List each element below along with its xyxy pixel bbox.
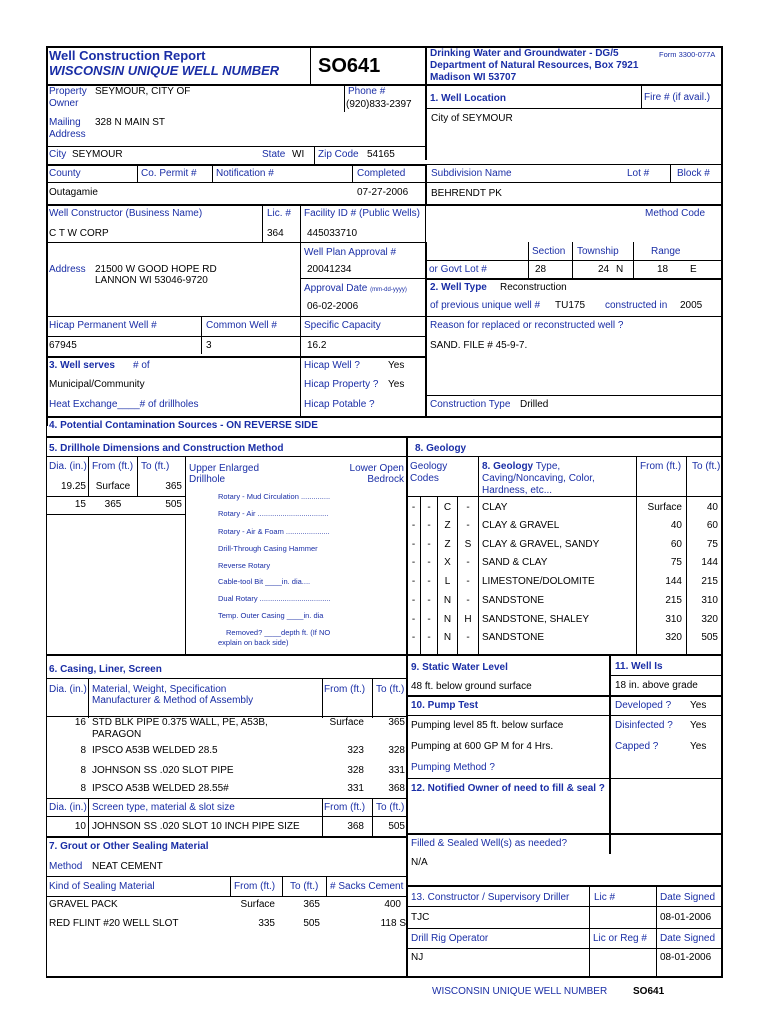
- disinfected-value: Yes: [690, 720, 707, 731]
- geology-description: CLAY & GRAVEL, SANDY: [482, 539, 600, 550]
- owner-label: Owner: [49, 98, 79, 109]
- well-number: SO641: [318, 55, 381, 77]
- casing-from: 328: [347, 765, 364, 776]
- method-removed: Removed? ____depth ft. (If NO: [226, 628, 331, 637]
- hicap-property-label: Hicap Property ?: [304, 379, 379, 390]
- hicap-permanent-label: Hicap Permanent Well #: [49, 320, 157, 331]
- geology-code-2: -: [427, 502, 431, 513]
- method-cable-tool: Cable-tool Bit ____in. dia....: [218, 577, 311, 586]
- geology-from: 40: [670, 520, 682, 531]
- geology-from: 215: [665, 595, 682, 606]
- static-water-heading: 9. Static Water Level: [411, 662, 508, 673]
- property-label: Property: [49, 86, 87, 97]
- driller-date-label: Date Signed: [660, 892, 716, 903]
- hicap-well-value: Yes: [388, 360, 405, 371]
- developed-label: Developed ?: [615, 700, 672, 711]
- geology-to: 60: [706, 520, 718, 531]
- casing-dia-label: Dia. (in.): [49, 684, 87, 695]
- casing-material: IPSCO A53B WELDED 28.5: [92, 745, 218, 756]
- geology-code-2: -: [427, 614, 431, 625]
- geology-to: 75: [706, 539, 718, 550]
- sealing-sacks: 400: [384, 899, 401, 910]
- casing-dia: 8: [80, 783, 86, 794]
- constructor-name-label: Well Constructor (Business Name): [49, 208, 203, 219]
- sealing-to: 365: [303, 899, 320, 910]
- reason-value: SAND. FILE # 45-9-7.: [430, 340, 528, 351]
- screen-dia-label: Dia. (in.): [49, 802, 87, 813]
- common-well-label: Common Well #: [206, 320, 277, 331]
- geology-code-3: L: [444, 576, 451, 587]
- geology-from: 75: [670, 557, 682, 568]
- drillhole-row-to: 505: [165, 499, 182, 510]
- screen-from: 368: [347, 821, 364, 832]
- sealing-from-label: From (ft.): [234, 881, 276, 892]
- agency-line-2: Department of Natural Resources, Box 7921: [430, 60, 639, 71]
- license-label: Lic. #: [267, 208, 291, 219]
- casing-to: 328: [388, 745, 405, 756]
- rig-operator-label: Drill Rig Operator: [411, 933, 489, 944]
- geology-code-3: N: [443, 632, 452, 643]
- geology-code-2: -: [427, 595, 431, 606]
- zip-value: 54165: [367, 149, 395, 160]
- geology-code-4: S: [464, 539, 472, 550]
- grout-method-value: NEAT CEMENT: [92, 861, 163, 872]
- well-serves-count-label: # of: [133, 360, 150, 371]
- drillhole-dia-label: Dia. (in.): [49, 461, 87, 472]
- geology-from-label: From (ft.): [640, 461, 682, 472]
- geology-to: 144: [701, 557, 718, 568]
- phone-value: (920)833-2397: [346, 99, 412, 110]
- geology-description: SANDSTONE: [482, 595, 545, 606]
- grout-heading: 7. Grout or Other Sealing Material: [49, 841, 209, 852]
- subdivision-label: Subdivision Name: [431, 168, 512, 179]
- geology-type-label: 8. Geology Type,: [482, 461, 561, 472]
- constructor-name-value: C T W CORP: [49, 228, 109, 239]
- disinfected-label: Disinfected ?: [615, 720, 673, 731]
- constructor-address-line2: LANNON WI 53046-9720: [95, 275, 208, 286]
- method-rotary-air: Rotary - Air ..................................: [218, 509, 329, 518]
- fire-label: Fire # (if avail.): [644, 92, 711, 103]
- lot-label: Lot #: [627, 168, 650, 179]
- casing-dia: 8: [80, 745, 86, 756]
- facility-label: Facility ID # (Public Wells): [304, 208, 420, 219]
- capacity-label: Specific Capacity: [304, 320, 381, 331]
- grout-method-label: Method: [49, 861, 83, 872]
- geology-description: SAND & CLAY: [482, 557, 548, 568]
- method-rotary-mud: Rotary - Mud Circulation ..............: [218, 492, 331, 501]
- geology-code-3: N: [443, 614, 452, 625]
- driller-date: 08-01-2006: [660, 912, 712, 923]
- geology-from: 144: [665, 576, 682, 587]
- operator-license-label: Lic or Reg #: [593, 933, 647, 944]
- previous-well-value: TU175: [555, 300, 586, 311]
- completed-value: 07-27-2006: [357, 187, 409, 198]
- casing-heading: 6. Casing, Liner, Screen: [49, 664, 162, 675]
- completed-label: Completed: [357, 168, 406, 179]
- well-type-heading: 2. Well Type: [430, 282, 487, 293]
- form-title: Well Construction Report: [49, 48, 206, 63]
- address-label: Address: [49, 129, 86, 140]
- geology-heading: 8. Geology: [415, 443, 467, 454]
- method-rotary-air-foam: Rotary - Air & Foam .....................: [218, 527, 330, 536]
- notification-label: Notification #: [216, 168, 274, 179]
- geology-code-4: -: [466, 520, 470, 531]
- geology-description: CLAY & GRAVEL: [482, 520, 560, 531]
- geology-code-2: -: [427, 520, 431, 531]
- static-water-value: 48 ft. below ground surface: [411, 681, 532, 692]
- casing-from: 331: [347, 783, 364, 794]
- casing-to: 368: [388, 783, 405, 794]
- filled-sealed-label: Filled & Sealed Well(s) as needed?: [411, 838, 568, 849]
- pumping-method-label: Pumping Method ?: [411, 762, 495, 773]
- drillhole-row-dia: 15: [74, 499, 86, 510]
- geology-code-1: -: [411, 539, 416, 550]
- footer-well-number: SO641: [633, 986, 665, 997]
- sealing-kind-label: Kind of Sealing Material: [49, 881, 155, 892]
- geology-to: 40: [706, 502, 718, 513]
- phone-label: Phone #: [348, 86, 386, 97]
- town-value: City of SEYMOUR: [431, 113, 513, 124]
- range-direction: E: [690, 264, 697, 275]
- geology-to: 310: [701, 595, 718, 606]
- geology-type-label-3: Hardness, etc...: [482, 485, 553, 496]
- construction-type-value: Drilled: [520, 399, 549, 410]
- range-label: Range: [651, 246, 681, 257]
- hicap-potable-label: Hicap Potable ?: [304, 399, 375, 410]
- casing-material-label: Material, Weight, Specification: [92, 684, 227, 695]
- filled-sealed-value: N/A: [411, 857, 428, 868]
- driller-heading: 13. Constructor / Supervisory Driller: [411, 892, 570, 903]
- well-location-heading: 1. Well Location: [430, 93, 506, 104]
- sealing-to: 505: [303, 918, 320, 929]
- permit-label: Co. Permit #: [141, 168, 197, 179]
- city-label: City: [49, 149, 67, 160]
- geology-code-1: -: [411, 595, 416, 606]
- casing-from-label: From (ft.): [324, 684, 366, 695]
- bedrock-label: Bedrock: [367, 474, 404, 485]
- geology-code-1: -: [411, 632, 416, 643]
- sealing-kind: RED FLINT #20 WELL SLOT: [49, 918, 179, 929]
- license-value: 364: [267, 228, 284, 239]
- developed-value: Yes: [690, 700, 707, 711]
- geology-description: CLAY: [482, 502, 508, 513]
- pumping-rate: Pumping at 600 GP M for 4 Hrs.: [411, 741, 554, 752]
- approval-date-value: 06-02-2006: [307, 301, 359, 312]
- geology-code-3: Z: [444, 539, 451, 550]
- drillhole-row-to: 365: [165, 481, 182, 492]
- geology-codes-label: Geology: [410, 461, 448, 472]
- township-label: Township: [577, 246, 619, 257]
- geology-code-4: -: [466, 576, 470, 587]
- drillhole-row-dia: 19.25: [60, 481, 86, 492]
- drillhole-row-from: 365: [104, 499, 122, 510]
- sealing-from: Surface: [240, 899, 275, 910]
- capacity-value: 16.2: [307, 340, 327, 351]
- geology-to: 320: [701, 614, 718, 625]
- method-casing-hammer: Drill-Through Casing Hammer: [218, 544, 318, 553]
- geology-description: SANDSTONE, SHALEY: [482, 614, 590, 625]
- screen-from-label: From (ft.): [324, 802, 366, 813]
- geology-code-3: C: [443, 502, 452, 513]
- method-temp-casing: Temp. Outer Casing ____in. dia: [218, 611, 324, 620]
- agency-line-1: Drinking Water and Groundwater - DG/5: [430, 48, 619, 59]
- approval-date-label: Approval Date (mm-dd-yyyy): [304, 283, 407, 294]
- mailing-label: Mailing: [49, 117, 81, 128]
- geology-from: 60: [670, 539, 682, 550]
- county-label: County: [49, 168, 81, 179]
- operator-date-label: Date Signed: [660, 933, 716, 944]
- previous-well-label: of previous unique well #: [430, 300, 541, 311]
- zip-label: Zip Code: [318, 149, 359, 160]
- constructor-address-line1: 21500 W GOOD HOPE RD: [95, 264, 217, 275]
- geology-code-4: -: [466, 557, 470, 568]
- well-is-value: 18 in. above grade: [615, 680, 698, 691]
- sealing-kind: GRAVEL PACK: [49, 899, 118, 910]
- geology-code-1: -: [411, 520, 416, 531]
- casing-from: Surface: [329, 717, 364, 728]
- operator-date: 08-01-2006: [660, 952, 712, 963]
- driller-name: TJC: [411, 912, 430, 923]
- pumping-level: Pumping level 85 ft. below surface: [411, 720, 564, 731]
- pump-test-heading: 10. Pump Test: [411, 700, 479, 711]
- geology-code-3: N: [443, 595, 452, 606]
- geology-codes-label-2: Codes: [410, 473, 439, 484]
- method-code-label: Method Code: [645, 208, 706, 219]
- notified-owner-label: 12. Notified Owner of need to fill & seal ?: [411, 783, 605, 794]
- casing-to-label: To (ft.): [376, 684, 405, 695]
- subdivision-value: BEHRENDT PK: [431, 188, 502, 199]
- driller-license-label: Lic #: [594, 892, 616, 903]
- footer-label: WISCONSIN UNIQUE WELL NUMBER: [432, 986, 608, 997]
- well-serves-value: Municipal/Community: [49, 379, 145, 390]
- section-value: 28: [535, 264, 547, 275]
- geology-from: 310: [665, 614, 682, 625]
- hicap-well-label: Hicap Well ?: [304, 360, 360, 371]
- sacks-label: # Sacks Cement: [330, 881, 404, 892]
- block-label: Block #: [677, 168, 710, 179]
- range-value: 18: [657, 264, 669, 275]
- township-value: 24: [598, 264, 610, 275]
- state-value: WI: [292, 149, 305, 160]
- city-value: SEYMOUR: [72, 149, 123, 160]
- geology-code-2: -: [427, 576, 431, 587]
- hicap-property-value: Yes: [388, 379, 405, 390]
- form-number: Form 3300-077A: [659, 50, 716, 59]
- common-well-value: 3: [206, 340, 212, 351]
- plan-approval-value: 20041234: [307, 264, 352, 275]
- geology-to-label: To (ft.): [692, 461, 721, 472]
- drillhole-to-label: To (ft.): [141, 461, 170, 472]
- state-label: State: [262, 149, 286, 160]
- geology-code-2: -: [427, 539, 431, 550]
- geology-code-4: -: [466, 595, 470, 606]
- casing-material: STD BLK PIPE 0.375 WALL, PE, A53B,: [92, 717, 268, 728]
- lower-open-label: Lower Open: [349, 463, 404, 474]
- reason-label: Reason for replaced or reconstructed well ?: [430, 320, 624, 331]
- geology-description: LIMESTONE/DOLOMITE: [482, 576, 595, 587]
- geology-code-1: -: [411, 557, 416, 568]
- casing-from: 323: [347, 745, 364, 756]
- method-reverse-rotary: Reverse Rotary: [218, 561, 271, 570]
- drillhole-from-label: From (ft.): [92, 461, 134, 472]
- geology-to: 215: [701, 576, 718, 587]
- heat-exchange-label: Heat Exchange____# of drillholes: [49, 399, 199, 410]
- well-type-value: Reconstruction: [500, 282, 567, 293]
- screen-type-label: Screen type, material & slot size: [92, 802, 235, 813]
- method-explain: explain on back side): [218, 638, 289, 647]
- casing-material: JOHNSON SS .020 SLOT PIPE: [92, 765, 234, 776]
- casing-dia: 16: [74, 717, 86, 728]
- upper-enlarged-label: Upper Enlarged: [189, 463, 260, 474]
- geology-code-1: -: [411, 614, 416, 625]
- agency-line-3: Madison WI 53707: [430, 72, 517, 83]
- hicap-permanent-value: 67945: [49, 340, 77, 351]
- geology-description: SANDSTONE: [482, 632, 545, 643]
- geology-code-3: X: [444, 557, 451, 568]
- geology-code-1: -: [411, 576, 416, 587]
- geology-code-4: H: [464, 614, 472, 625]
- screen-to: 505: [388, 821, 405, 832]
- constructed-value: 2005: [680, 300, 703, 311]
- casing-material: IPSCO A53B WELDED 28.55#: [92, 783, 229, 794]
- capped-label: Capped ?: [615, 741, 659, 752]
- contamination-heading: 4. Potential Contamination Sources - ON REVERSE SIDE: [49, 420, 318, 431]
- geology-type-label-2: Caving/Noncaving, Color,: [482, 473, 595, 484]
- casing-to: 365: [388, 717, 405, 728]
- owner-value: SEYMOUR, CITY OF: [95, 86, 191, 97]
- casing-material-label-2: Manufacturer & Method of Assembly: [92, 695, 254, 706]
- geology-code-4: -: [466, 502, 470, 513]
- casing-material-2: PARAGON: [92, 729, 142, 740]
- geology-code-2: -: [427, 632, 431, 643]
- geology-from: Surface: [647, 502, 682, 513]
- sealing-to-label: To (ft.): [290, 881, 319, 892]
- drillhole-row-from: Surface: [95, 481, 131, 492]
- screen-material: JOHNSON SS .020 SLOT 10 INCH PIPE SIZE: [92, 821, 300, 832]
- construction-type-label: Construction Type: [430, 399, 511, 410]
- sealing-from: 335: [258, 918, 275, 929]
- geology-code-1: -: [411, 502, 416, 513]
- constructed-label: constructed in: [605, 300, 668, 311]
- county-value: Outagamie: [49, 187, 98, 198]
- operator-name: NJ: [411, 952, 424, 963]
- geology-code-2: -: [427, 557, 431, 568]
- screen-dia: 10: [74, 821, 86, 832]
- capped-value: Yes: [690, 741, 707, 752]
- township-direction: N: [616, 264, 624, 275]
- facility-value: 445033710: [307, 228, 358, 239]
- screen-to-label: To (ft.): [376, 802, 405, 813]
- drillhole-heading: 5. Drillhole Dimensions and Construction Method: [49, 443, 284, 454]
- well-serves-heading: 3. Well serves: [49, 360, 115, 371]
- sealing-sacks: 118 S: [380, 918, 406, 929]
- constructor-address-label: Address: [49, 264, 86, 275]
- form-subtitle: WISCONSIN UNIQUE WELL NUMBER: [49, 63, 280, 78]
- casing-dia: 8: [80, 765, 86, 776]
- drillhole-label: Drillhole: [189, 474, 226, 485]
- geology-from: 320: [665, 632, 682, 643]
- method-dual-rotary: Dual Rotary ..................................: [218, 594, 331, 603]
- well-is-heading: 11. Well Is: [615, 661, 663, 672]
- geology-code-3: Z: [444, 520, 451, 531]
- geology-to: 505: [701, 632, 718, 643]
- casing-to: 331: [388, 765, 405, 776]
- govt-lot-label: or Govt Lot #: [429, 264, 487, 275]
- section-label: Section: [532, 246, 566, 257]
- plan-approval-label: Well Plan Approval #: [304, 247, 397, 258]
- mailing-value: 328 N MAIN ST: [95, 117, 166, 128]
- geology-code-4: -: [466, 632, 470, 643]
